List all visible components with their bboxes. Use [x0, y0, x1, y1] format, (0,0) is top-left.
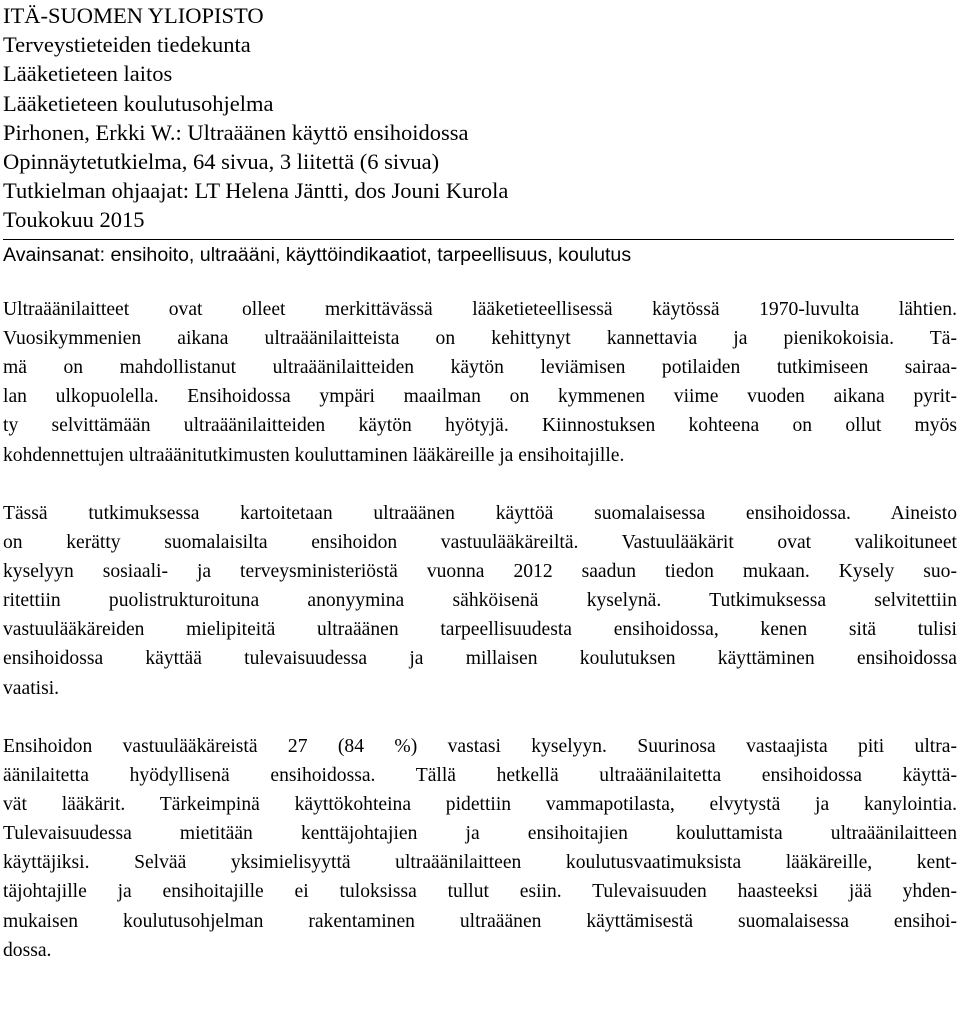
header-divider [3, 239, 954, 240]
paragraph-line: Tässä tutkimuksessa kartoitetaan ultraäänen käyttöä suomalaisessa ensihoidossa. Aineisto [3, 502, 957, 524]
abstract-paragraph-1 [3, 295, 957, 470]
paragraph-line: täjohtajille ja ensihoitajille ei tuloksissa tullut esiin. Tulevaisuuden haasteeksi jää yhden- [3, 881, 957, 903]
paragraph-line: mukaisen koulutusohjelman rakentaminen ultraäänen käyttämisestä suomalaisessa ensihoi- [3, 910, 957, 932]
document-page [3, 0, 957, 994]
paragraph-line: ensihoidossa käyttää tulevaisuudessa ja millaisen koulutuksen käyttäminen ensihoidossa [3, 648, 957, 670]
author-and-title: Pirhonen, Erkki W.: Ultraäänen käyttö ensihoidossa [3, 119, 469, 145]
paragraph-line: mä on mahdollistanut ultraäänilaitteiden käytön leviämisen potilaiden tutkimiseen sairaa- [3, 357, 957, 379]
paragraph-line: Vuosikymmenien aikana ultraäänilaitteista on kehittynyt kannettavia ja pienikokoisia. Tä- [3, 327, 957, 349]
paragraph-line: vaatisi. [3, 677, 60, 699]
university-name: ITÄ-SUOMEN YLIOPISTO [3, 3, 264, 28]
paragraph-line: vät lääkärit. Tärkeimpinä käyttökohteina pidettiin vammapotilasta, elvytystä ja kanylointia. [3, 793, 957, 815]
paragraph-line: on kerätty suomalaisilta ensihoidon vastuulääkäreiltä. Vastuulääkärit ovat valikoituneet [3, 531, 957, 553]
paragraph-line: äänilaitetta hyödyllisenä ensihoidossa. Tällä hetkellä ultraäänilaitetta ensihoidossa käyttä- [3, 764, 957, 786]
abstract-paragraph-3 [3, 732, 957, 965]
paragraph-line: kohdennettujen ultraäänitutkimusten kouluttaminen lääkäreille ja ensihoitajille. [3, 444, 625, 466]
publication-date: Toukokuu 2015 [3, 207, 145, 233]
paragraph-line: lan ulkopuolella. Ensihoidossa ympäri maailman on kymmenen viime vuoden aikana pyrit- [3, 386, 957, 408]
paragraph-line: vastuulääkäreiden mielipiteitä ultraäänen tarpeellisuudesta ensihoidossa, kenen sitä tulisi [3, 619, 957, 641]
program-name: Lääketieteen koulutusohjelma [3, 90, 274, 116]
paragraph-line: Tulevaisuudessa mietitään kenttäjohtajien ja ensihoitajien kouluttamista ultraäänilaitteen [3, 823, 957, 845]
faculty-name: Terveystieteiden tiedekunta [3, 32, 251, 58]
paragraph-line: kyselyyn sosiaali- ja terveysministeriöstä vuonna 2012 saadun tiedon mukaan. Kysely suo- [3, 560, 957, 582]
paragraph-line: Ensihoidon vastuulääkäreistä 27 (84 %) vastasi kyselyyn. Suurinosa vastaajista piti ultra- [3, 735, 957, 757]
department-name: Lääketieteen laitos [3, 61, 173, 87]
paragraph-line: ty selvittämään ultraäänilaitteiden käytön hyötyjä. Kiinnostuksen kohteena on ollut myös [3, 415, 957, 437]
paragraph-line: käyttäjiksi. Selvää yksimielisyyttä ultraäänilaitteen koulutusvaatimuksista lääkäreille, kent- [3, 852, 957, 874]
paragraph-line: ritettiin puolistrukturoituna anonyymina sähköisenä kyselynä. Tutkimuksessa selvitettiin [3, 590, 957, 612]
paragraph-line: Ultraäänilaitteet ovat olleet merkittävässä lääketieteellisessä käytössä 1970-luvulta lähtien. [3, 298, 957, 320]
abstract-body [3, 295, 957, 965]
thesis-info: Opinnäytetutkielma, 64 sivua, 3 liitettä (6 sivua) [3, 149, 440, 175]
abstract-paragraph-2 [3, 499, 957, 703]
keywords: Avainsanat: ensihoito, ultraääni, käyttöindikaatiot, tarpeellisuus, koulutus [3, 243, 632, 266]
paragraph-line: dossa. [3, 939, 52, 961]
document-header [3, 1, 957, 235]
supervisors: Tutkielman ohjaajat: LT Helena Jäntti, dos Jouni Kurola [3, 178, 509, 204]
